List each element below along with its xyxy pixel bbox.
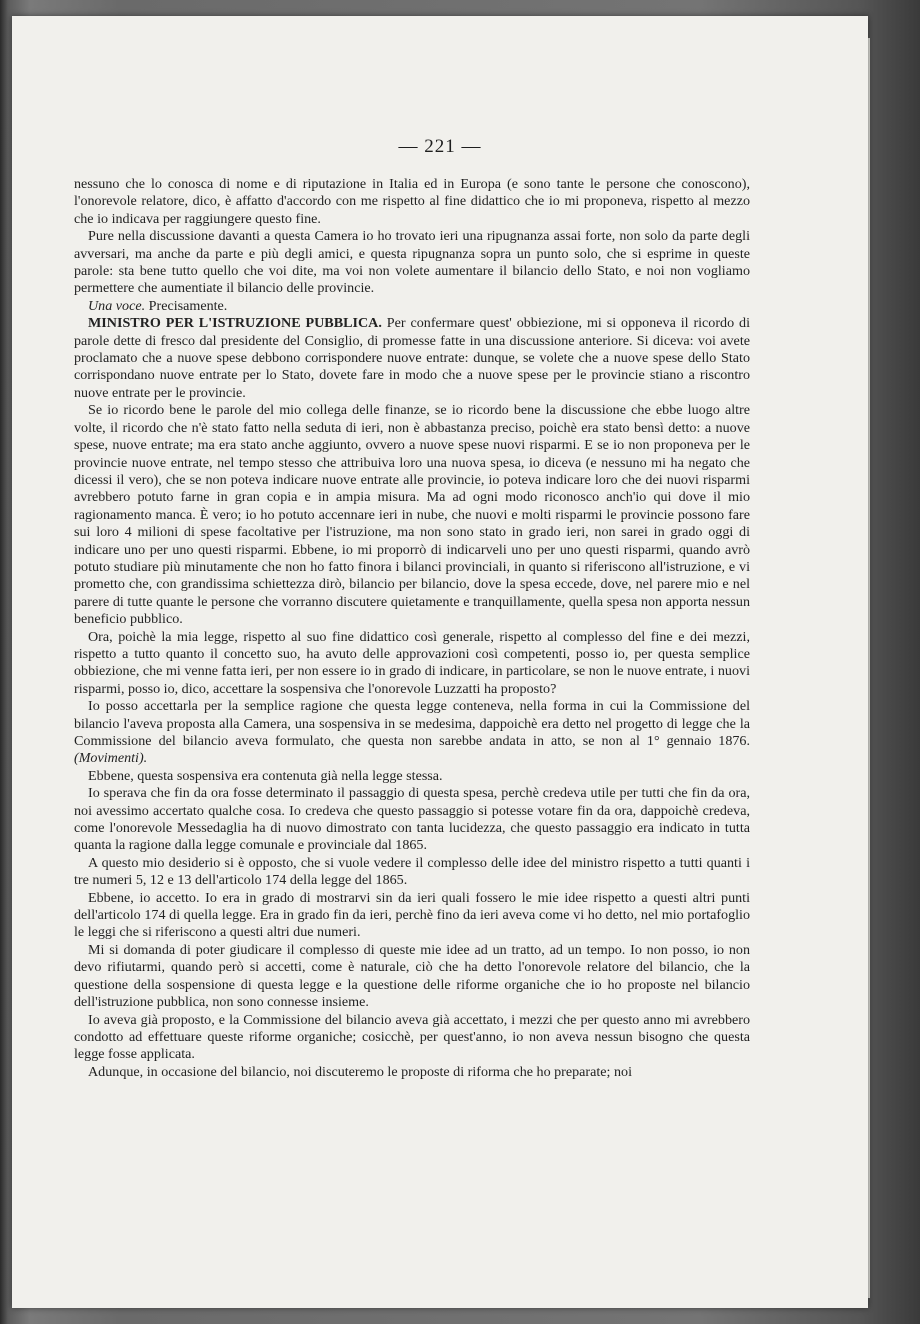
paragraph: Se io ricordo bene le parole del mio collega delle finanze, se io ricordo bene la discussione che ebbe luogo altre volte, il ricordo che n'è stato fatto nella seduta di ieri, non è abbastanza preciso, poichè era stato bensì detto: a nuove spese, nuove entrate; ma era stato anche aggiunto, ovvero a nuove spese nuovi risparmi. E se io non proponeva per le provincie nuove entrate, nel tempo stesso che attribuiva loro una nuova spesa, io diceva (e nessuno mi ha negato che dicessi il vero), che se non poteva indicare nuove entrate alle provincie, io poteva indicare loro che dei nuovi risparmi avrebbero potuto farne in gran copia e in ampia misura. Ma ad ogni modo riconosco anch'io qui dove il mio ragionamento manca. È vero; io ho potuto accennare ieri in nube, che nuovi e molti risparmi le provincie possono fare sui loro 4 milioni di spese facoltative per l'istruzione, ma non sono stato in grado ieri, non sarei in grado oggi di indicare uno per uno questi risparmi. Ebbene, io mi proporrò di indicarveli uno per uno questi risparmi, quando avrò potuto studiare più minutamente che non ho fatto finora i bilanci provinciali, in quanto si riferiscono all'istruzione, e vi prometto che, con grandissima schiettezza dirò, bilancio per bilancio, dove la spesa eccede, dove, nel parere mio e nel parere di tutte quante le persone che vorranno discutere quietamente e tranquillamente, quella spesa non apporta nessun beneficio pubblico. [74, 402, 750, 628]
stage-note: (Movimenti). [74, 750, 148, 767]
paragraph: A questo mio desiderio si è opposto, che si vuole vedere il complesso delle idee del ministro rispetto a tutti quanti i tre numeri 5, 12 e 13 dell'articolo 174 della legge del 1865. [74, 854, 750, 889]
page-number: — 221 — [398, 136, 482, 157]
paragraph: Ora, poichè la mia legge, rispetto al suo fine didattico così generale, rispetto al complesso del fine e dei mezzi, rispetto a tutto quanto il concetto suo, ha avuto delle approvazioni così competenti, posso io, per questa semplice obbiezione, che mi venne fatta ieri, per non essere io in grado di indicare, in particolare, se non le nuove entrate, i nuovi risparmi, posso io, dico, accettare la sospensiva che l'onorevole Luzzatti ha proposto? [74, 628, 750, 697]
speech-text: Per confermare quest' obbiezione, mi si opponeva il ricordo di parole dette di fresco dal presidente del Consiglio, di promesse fatte in una discussione anteriore. Si diceva: voi avete proclamato che a nuove spese debbono corrispondere nuove entrate: dunque, se volete che a nuove spese dello Stato corrispondano nuove entrate per lo Stato, dovete fare in modo che a nuove spese per le provincie stiano a riscontro nuove entrate per le provincie. [74, 315, 751, 401]
document-page [12, 16, 868, 1308]
speaker-label: MINISTRO PER L'ISTRUZIONE PUBBLICA. [88, 315, 382, 332]
body-text [74, 176, 750, 1081]
paragraph [74, 698, 750, 768]
paragraph: Ebbene, io accetto. Io era in grado di mostrarvi sin da ieri quali fossero le mie idee rispetto a questi altri punti dell'articolo 174 di quella legge. Era in grado fin da ieri, perchè fino da ieri aveva come vi ho detto, nel mio portafoglio le leggi che si riferiscono a questi altri due numeri. [74, 889, 750, 941]
paragraph [74, 298, 750, 315]
paragraph: Mi si domanda di poter giudicare il complesso di queste mie idee ad un tratto, ad un tempo. Io non posso, io non devo rifiutarmi, quando però si accetti, come è naturale, ciò che ha detto l'onorevole relatore del bilancio, che la questione della sospensione di questa legge e la questione delle riforme organiche che io ho proposte nel bilancio dell'istruzione pubblica, non sono connesse insieme. [74, 941, 750, 1011]
paragraph: Io sperava che fin da ora fosse determinato il passaggio di questa spesa, perchè credeva utile per tutti che fin da ora, noi avessimo accertato qualche cosa. Io credeva che questo passaggio si potesse votare fin da ora, dappoichè credeva, come l'onorevole Messedaglia ha di nuovo dimostrato con tanta lucidezza, che questo passaggio era indicato in tutta quanta la ragione dalla legge comunale e provinciale dal 1865. [74, 785, 750, 854]
speech-text: Precisamente. [148, 297, 228, 314]
paragraph: Io aveva già proposto, e la Commissione del bilancio aveva già accettato, i mezzi che per questo anno mi avrebbero condotto ad effettuare queste riforme organiche; cosicchè, per quest'anno, io non aveva nessun bisogno che questa legge fosse applicata. [74, 1011, 750, 1063]
paragraph: Pure nella discussione davanti a questa Camera io ho trovato ieri una ripugnanza assai forte, non solo da parte degli avversari, ma anche da parte e più degli amici, e questa ripugnanza sopra un punto solo, che si esprime in queste parole: sta bene tutto quello che voi dite, ma voi non volete aumentare il bilancio dello Stato, e noi non vogliamo permettere che aumentiate il bilancio delle provincie. [74, 228, 750, 297]
paragraph [74, 315, 750, 402]
speaker-label: Una voce. [88, 297, 146, 314]
paragraph: Ebbene, questa sospensiva era contenuta già nella legge stessa. [88, 767, 443, 784]
speech-text: Io posso accettarla per la semplice ragione che questa legge conteneva, nella forma in cui la Commissione del bilancio l'aveva proposta alla Camera, una sospensiva in se medesima, dappoichè era detto nel progetto di legge che la Commissione del bilancio aveva formulato, che questa non sarebbe andata in atto, se non al 1° gennaio 1876. [74, 698, 750, 749]
paragraph: nessuno che lo conosca di nome e di riputazione in Italia ed in Europa (e sono tante le persone che conoscono), l'onorevole relatore, dico, è affatto d'accordo con me rispetto al fine didattico che io mi proponeva, rispetto al mezzo che io indicava per raggiungere questo fine. [74, 176, 750, 227]
paragraph: Adunque, in occasione del bilancio, noi discuteremo le proposte di riforma che ho preparate; noi [88, 1063, 632, 1080]
